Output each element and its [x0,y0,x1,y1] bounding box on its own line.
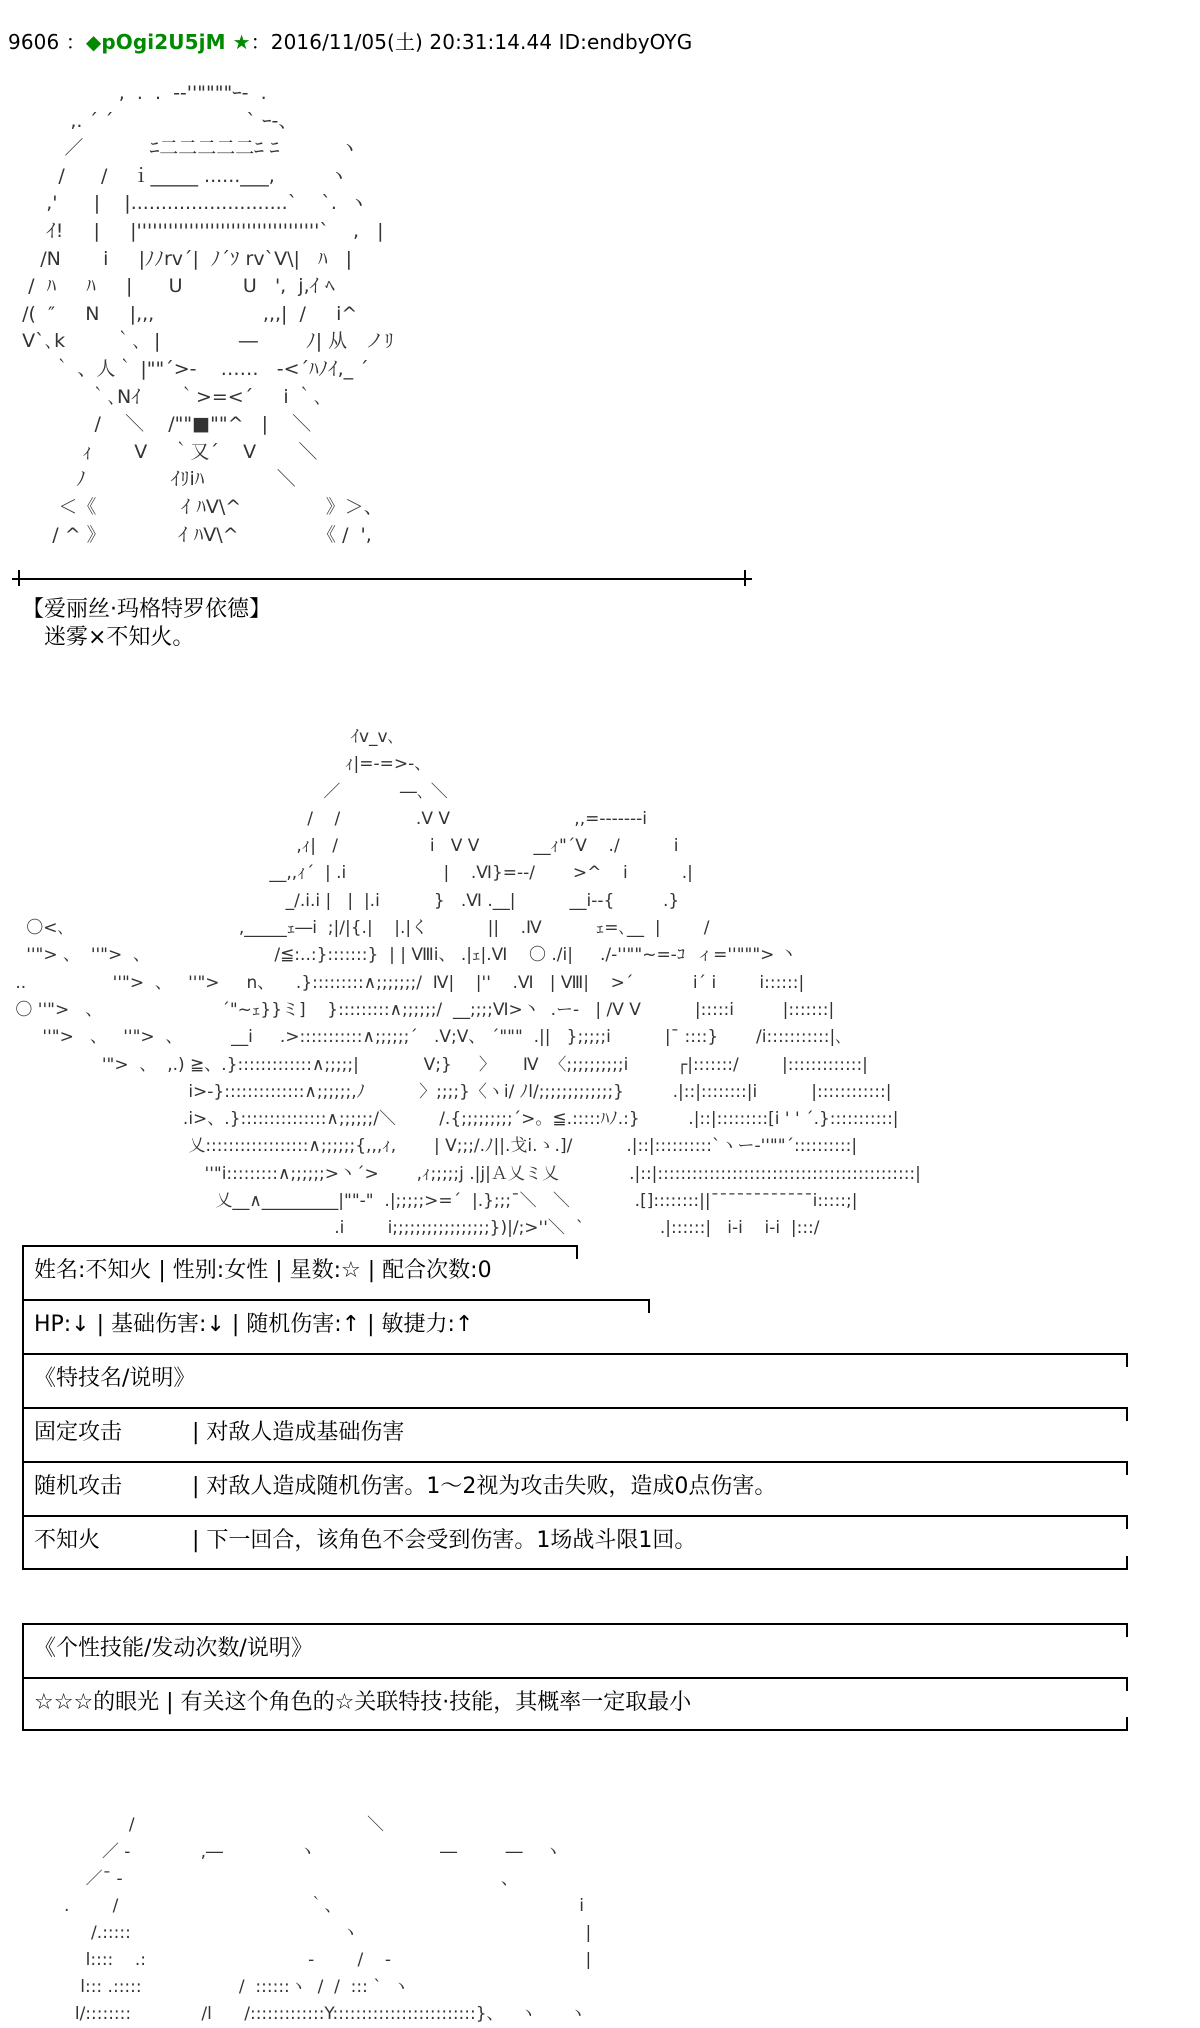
skill-name: 不知火 [34,1528,101,1553]
personal-skill-row: ☆☆☆的眼光 | 有关这个角色的☆关联特技·技能，其概率一定取最小 [34,1690,692,1715]
post-number: 9606 [8,30,60,54]
skill-name: 随机攻击 [34,1474,123,1499]
post-header: 9606 ：◆pOgi2U5jM ★：2016/11/05(土) 20:31:14.44 ID:endbyOYG [8,30,693,54]
table-border [24,1623,1128,1625]
skill-desc: | 对敌人造成基础伤害 [192,1420,405,1445]
ascii-art-battle-scene: ｲv_v､ ｨ|=-=>-、 ／ ―､ ＼ / / .V V ,,=-------i ,ｨ| / i V V __ｨ"´V ./ i __,,ｨ´ | .i | .Ⅵ}=-‐/ >^ i .| _/.i.i | | |.i } .Ⅵ .__| __i--{ .} 〇<､ ,_____ｪ―i ;|/|{.| |.|く || .Ⅳ ｪ=､__ | / ''"> 、 ''"> 、 /≦:..:}:::::::} | | Ⅷi、 .|ｪ|.Ⅵ 〇 ./i| ./-''""~=-ｺ ィ=''"""> 丶 .. ''"> 、 ''"> n、 .}:::::::::∧;;;;;;;/ Ⅳ| |'' .Ⅵ | Ⅷ| >´ i´ i i::::::| 〇 ''"> 、 ´"~ｪ}}ミ] }:::::::::∧;;;;;;/ __;;;;Ⅵ>丶 .ー- | /V V |:::::i |:::::::| ''"> 、 ''"> 、 __i .>:::::::::::∧;;;;;;´ .V;V、 ´""" .|| };;;;;i |¯ ::::} /i:::::::::::|､ '"> 、 ,.) ≧、.}:::::::::::::∧;;;;;| V;} 〉 Ⅳ 〈;;;;;;;;;;i ┌|:::::::/ |:::::::::::::| i>-}::::::::::::::∧;;;;;;,ﾉ 〉;;;;}〈ヽi/ ﾉl/;;;;;;;;;;;;;} .|::|::::::::|i |::::::::::::| .i>、.}:::::::::::::::∧;;;;;;/＼ /.{;;;;;;;;;´>。≦.:::::ﾊﾉ.:} .|::|:::::::::[i ' ' ´.}:::::::::::| 乂::::::::::::::::::∧;;;;;;{,,,ｨ, | V;;;/.ﾉ||.戈i.ゝ.]/ .|::|::::::::::`ヽー-''""´::::::::::| ''"i:::::::::∧;;;;;;>丶´> ,ｨ;;;;;j .|j|Ａ乂ミ乂 .|::|:::::::::::::::::::::::::::::::::::::::::::::| 乂__∧_________|""-" .|;;;;;>=´ |.};;;¯＼ ＼ .[]::::::::||¯¯¯¯¯¯¯¯¯¯¯¯i:::::;| .i i;;;;;;;;;;;;;;;;;})|/;>''＼ ` .|::::::| i-i i-i |:::/ [15,727,921,1239]
divider-tick-right [744,570,746,586]
skill-row [24,1521,696,1561]
table-border [24,1729,1128,1731]
personal-skill-header: 《个性技能/发动次数/说明》 [34,1636,313,1661]
table-border [24,1568,1128,1570]
table-border [24,1515,1128,1517]
skill-name: 固定攻击 [34,1420,123,1445]
stats-row-basic: 姓名:不知火 | 性别:女性 | 星数:☆ | 配合次数:0 [34,1258,492,1283]
table-border [24,1299,650,1301]
table-border [24,1407,1128,1409]
table-border [24,1353,1128,1355]
ascii-art-bottom-partial: / ＼ ／ - ,― ヽ ― ― ヽ ／¯ - 、 . / ｀、 i /.::::: ヽ | l:::: .: - / - | l::: .::::: / ::::::ヽ / / ::: ` ヽ l/:::::::: /l /:::::::::::::Y:::::::::::::::::::::::::}、 ヽ ヽ [64,1815,592,2024]
skills-header: 《特技名/说明》 [34,1366,196,1391]
poster-id: ID:endbyOYG [558,30,693,54]
divider-tick-left [18,570,20,586]
post-datetime: 2016/11/05(土) 20:31:14.44 [270,30,553,54]
character-subtitle: 迷雾×不知火。 [44,625,195,650]
skill-row [24,1413,404,1453]
skill-desc: | 对敌人造成随机伤害。1～2视为攻击失败，造成0点伤害。 [192,1474,777,1499]
poster-trip[interactable]: ◆pOgi2U5jM ★ [85,30,251,54]
stats-row-attributes: HP:↓ | 基础伤害:↓ | 随机伤害:↑ | 敏捷力:↑ [34,1312,474,1337]
character-name-title: 【爱丽丝·玛格特罗依德】 [22,597,271,622]
table-border [24,1245,578,1247]
divider-line [12,578,752,580]
ascii-art-character-portrait: , . . -‐''""""ｰ- . ,. ´ ´ ` ｰ-、 ／ ﾆ二二二二二ﾆ ﾆ ヽ / / ｉ_____ ......___, ヽ ,' | |..........................` `. ヽ ｲ! | |'''''''''''''''''''''''''''''''''''` , | /N i |ﾉﾉrv´| ﾉ´ｿ rv`V\| ﾊ | / ﾊ ﾊ | U U ', j,ｲ ﾍ /( ″ N |,,, ,,,| / i^ V`､k ｀､ | ― ﾉ| 从 ノﾘ ｀ 、人｀ |""´>- …… -<´ﾊﾉｲ,_ ´ ｀､Nｲ ｀>=<´ i ｀､ / ＼ /""■""^ | ＼ ｨ V ｀又´ V ＼ ﾉ ｲﾘiﾊ ＼ ＜《 ｲ ﾊV\^ 》＞、 / ^ 》 ｲ ﾊV\^ 《 / ', [22,82,394,546]
personal-skill-table [22,1623,1128,1731]
stats-table [22,1245,1128,1570]
table-border [24,1461,1128,1463]
table-border [24,1677,1128,1679]
skill-row [24,1467,776,1507]
skill-desc: | 下一回合，该角色不会受到伤害。1场战斗限1回。 [192,1528,697,1553]
